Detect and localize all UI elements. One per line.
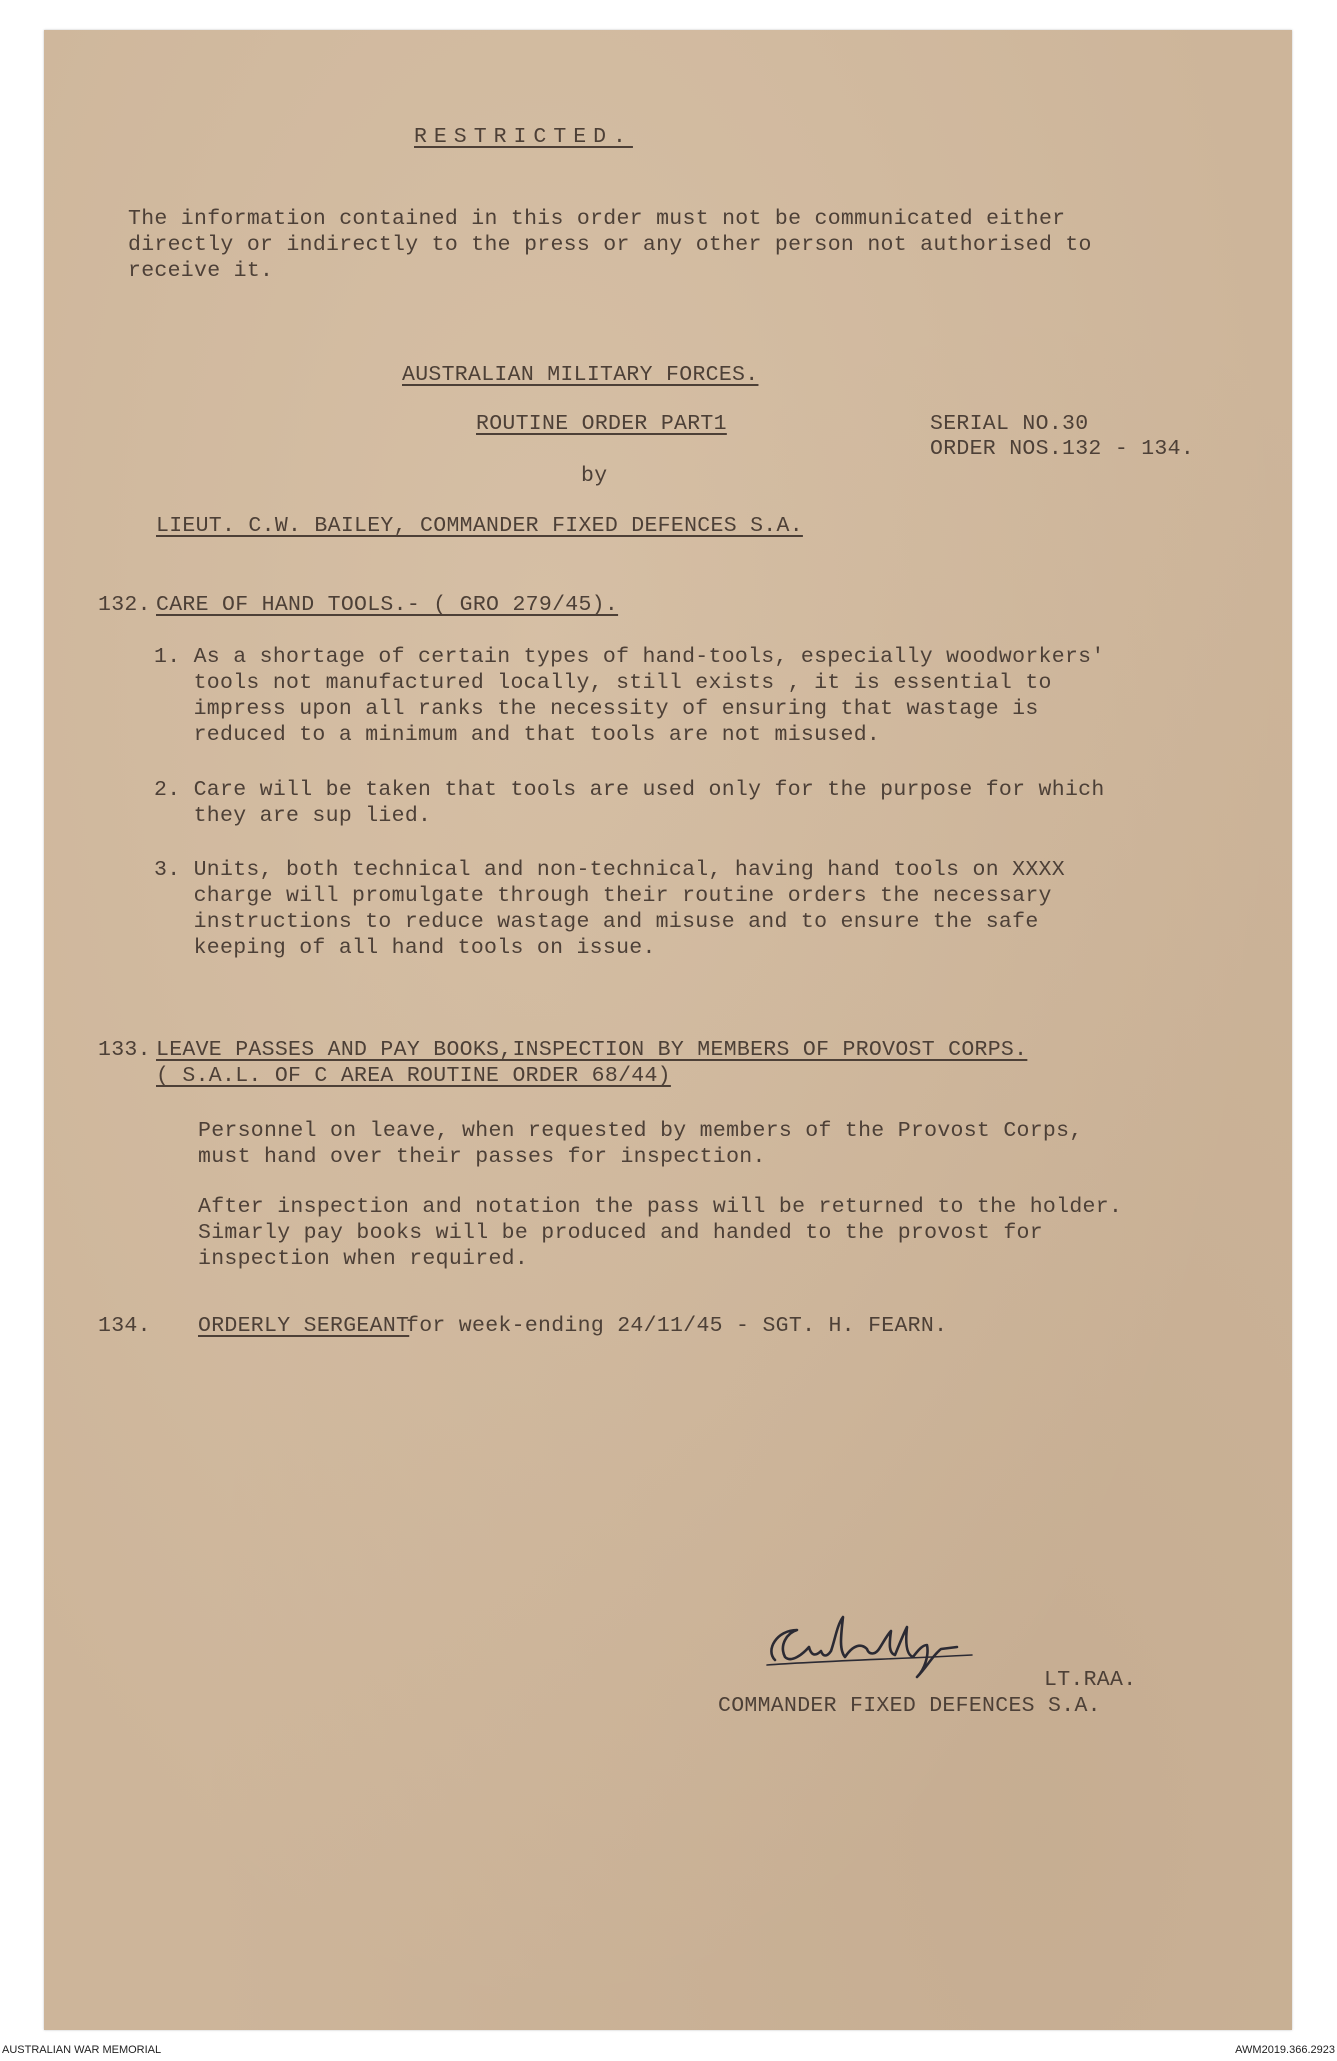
- order-133-heading-line1: LEAVE PASSES AND PAY BOOKS,INSPECTION BY MEMBERS OF PROVOST CORPS.: [156, 1038, 1028, 1062]
- order-133-para1-line2: must hand over their passes for inspection.: [198, 1145, 766, 1169]
- notice-line-1: The information contained in this order must not be communicated either: [128, 207, 1066, 231]
- org-title: AUSTRALIAN MILITARY FORCES.: [402, 363, 759, 387]
- order-132-heading: CARE OF HAND TOOLS.- ( GRO 279/45).: [156, 593, 619, 617]
- order-132-para1-line4: reduced to a minimum and that tools are not misused.: [154, 723, 881, 747]
- order-132-para1-line1: 1. As a shortage of certain types of hand-tools, especially woodworkers': [154, 645, 1105, 669]
- footer-right-accession: AWM2019.366.2923: [1235, 2044, 1335, 2056]
- order-132-para3-line3: instructions to reduce wastage and misuse and to ensure the safe: [154, 910, 1039, 934]
- order-133-para2-line2: Simarly pay books will be produced and handed to the provost for: [198, 1221, 1043, 1245]
- order-title: ROUTINE ORDER PART1: [476, 412, 727, 436]
- signature-title: COMMANDER FIXED DEFENCES S.A.: [718, 1694, 1101, 1718]
- order-134-text: for week-ending 24/11/45 - SGT. H. FEARN.: [406, 1314, 948, 1338]
- order-133-para2-line1: After inspection and notation the pass will be returned to the holder.: [198, 1195, 1123, 1219]
- order-132-para3-line1: 3. Units, both technical and non-technical, having hand tools on XXXX: [154, 858, 1065, 882]
- order-132-para1-line3: impress upon all ranks the necessity of ensuring that wastage is: [154, 697, 1039, 721]
- notice-line-3: receive it.: [128, 259, 274, 283]
- order-132-para2-line1: 2. Care will be taken that tools are used only for the purpose for which: [154, 778, 1105, 802]
- notice-line-2: directly or indirectly to the press or any other person not authorised to: [128, 233, 1092, 257]
- order-132-para3-line4: keeping of all hand tools on issue.: [154, 936, 656, 960]
- order-133-number: 133.: [98, 1038, 151, 1062]
- handwritten-signature: [757, 1605, 987, 1685]
- order-134-heading: ORDERLY SERGEANT: [198, 1314, 410, 1338]
- order-numbers: ORDER NOS.132 - 134.: [930, 437, 1195, 461]
- order-133-heading-line2: ( S.A.L. OF C AREA ROUTINE ORDER 68/44): [156, 1064, 671, 1088]
- order-132-para3-line2: charge will promulgate through their routine orders the necessary: [154, 884, 1052, 908]
- order-134-number: 134.: [98, 1314, 151, 1338]
- signature-rank: LT.RAA.: [1044, 1668, 1137, 1692]
- order-132-number: 132.: [98, 593, 151, 617]
- serial-number: SERIAL NO.30: [930, 412, 1089, 436]
- commander-line: LIEUT. C.W. BAILEY, COMMANDER FIXED DEFENCES S.A.: [156, 514, 803, 538]
- order-132-para2-line2: they are sup lied.: [154, 804, 432, 828]
- document-paper: [44, 30, 1292, 2030]
- by-label: by: [581, 464, 608, 488]
- order-133-para2-line3: inspection when required.: [198, 1247, 529, 1271]
- footer-left-credit: AUSTRALIAN WAR MEMORIAL: [2, 2044, 162, 2056]
- restricted-heading: RESTRICTED.: [414, 125, 633, 149]
- order-133-para1-line1: Personnel on leave, when requested by members of the Provost Corps,: [198, 1119, 1083, 1143]
- order-132-para1-line2: tools not manufactured locally, still exists , it is essential to: [154, 671, 1052, 695]
